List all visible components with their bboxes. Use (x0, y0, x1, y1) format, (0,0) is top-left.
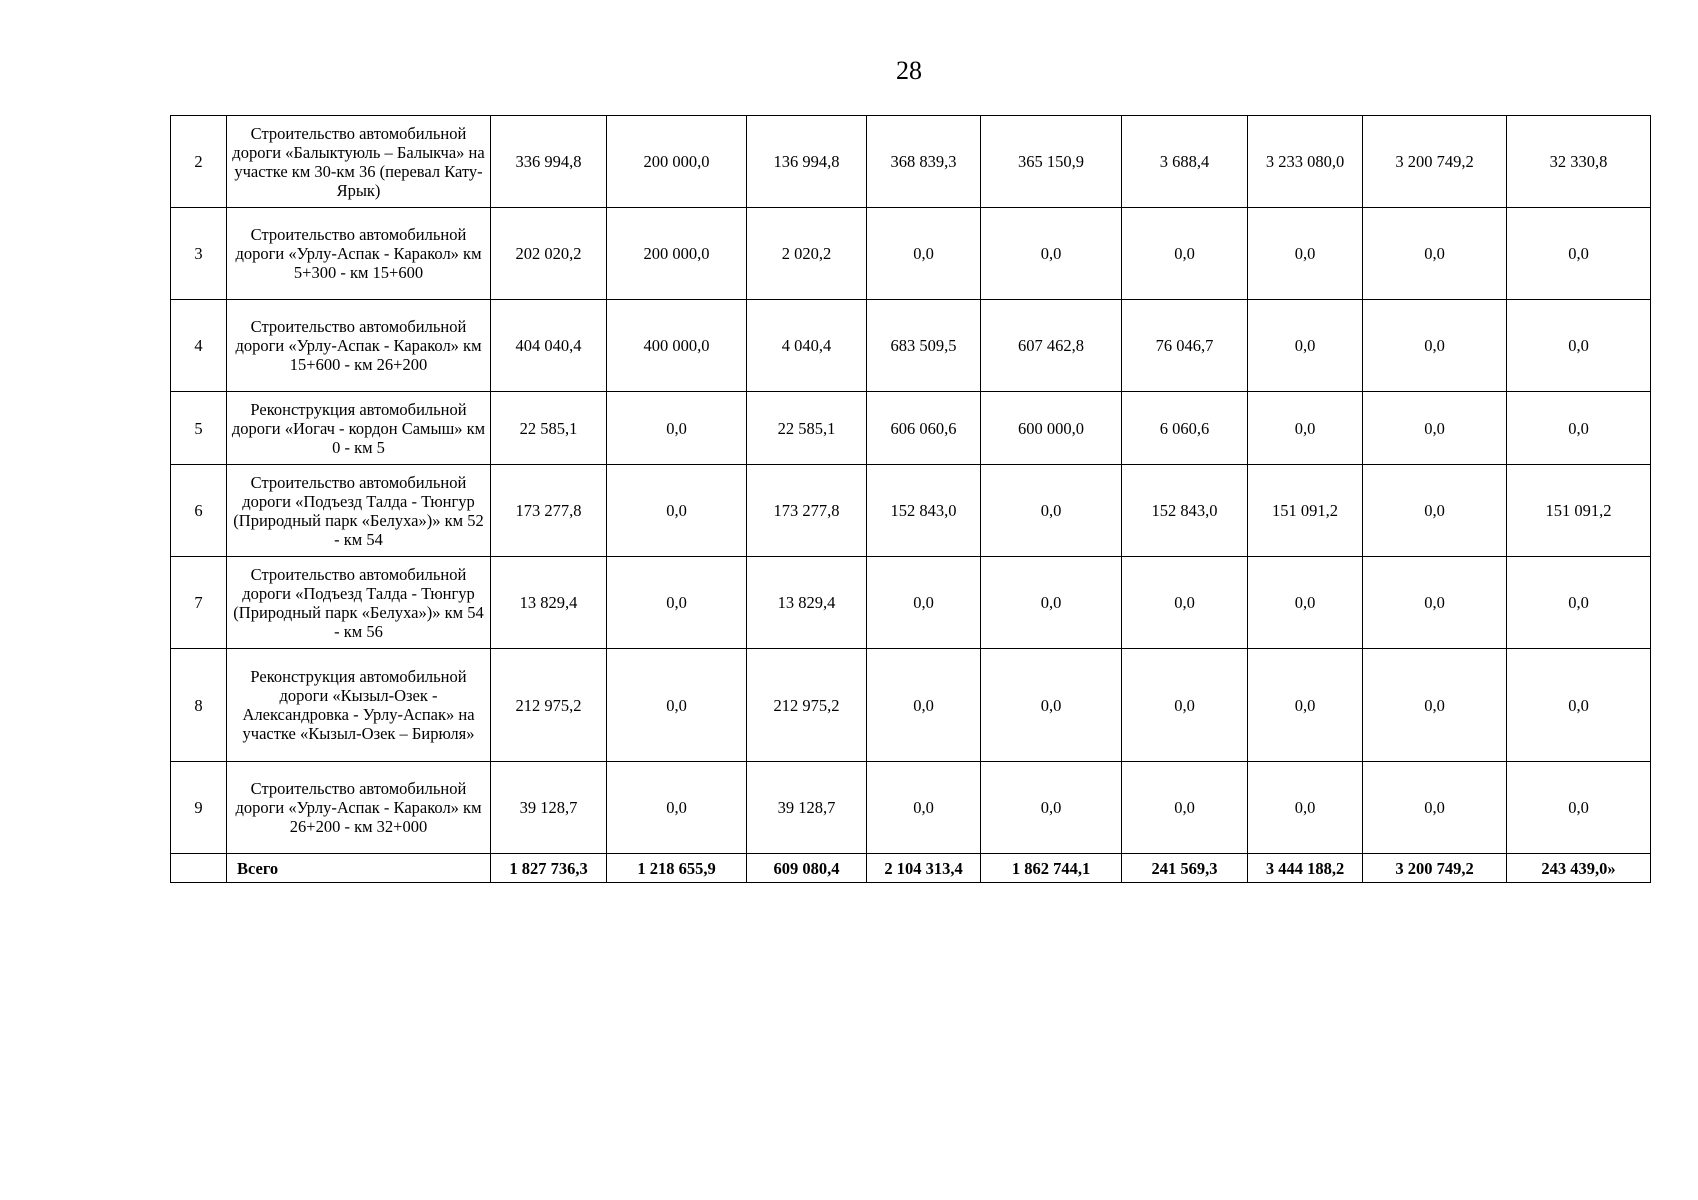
table-row (171, 300, 1651, 392)
value-cell: 400 000,0 (607, 300, 747, 392)
project-name: Строительство автомобильной дороги «Урлу-Аспак - Каракол» км 5+300 - км 15+600 (227, 208, 491, 300)
total-cell: 1 862 744,1 (981, 854, 1122, 883)
total-cell: 3 444 188,2 (1248, 854, 1363, 883)
value-cell: 0,0 (1507, 392, 1651, 465)
value-cell: 13 829,4 (491, 557, 607, 649)
total-cell: 3 200 749,2 (1363, 854, 1507, 883)
value-cell: 39 128,7 (747, 762, 867, 854)
row-number: 4 (171, 300, 227, 392)
row-number: 3 (171, 208, 227, 300)
value-cell: 0,0 (867, 208, 981, 300)
project-name: Реконструкция автомобильной дороги «Кызыл-Озек - Александровка - Урлу-Аспак» на участке «Кызыл-Озек – Бирюля» (227, 649, 491, 762)
value-cell: 0,0 (981, 465, 1122, 557)
value-cell: 6 060,6 (1122, 392, 1248, 465)
value-cell: 22 585,1 (747, 392, 867, 465)
value-cell: 0,0 (1122, 557, 1248, 649)
value-cell: 39 128,7 (491, 762, 607, 854)
value-cell: 0,0 (1122, 649, 1248, 762)
value-cell: 336 994,8 (491, 116, 607, 208)
table-row (171, 392, 1651, 465)
value-cell: 0,0 (867, 762, 981, 854)
row-number: 5 (171, 392, 227, 465)
value-cell: 0,0 (1248, 557, 1363, 649)
value-cell: 151 091,2 (1248, 465, 1363, 557)
table-row (171, 116, 1651, 208)
value-cell: 76 046,7 (1122, 300, 1248, 392)
total-cell: 609 080,4 (747, 854, 867, 883)
value-cell: 0,0 (1507, 208, 1651, 300)
table-row (171, 208, 1651, 300)
value-cell: 0,0 (1363, 649, 1507, 762)
value-cell: 0,0 (607, 557, 747, 649)
project-name: Строительство автомобильной дороги «Балыктуюль – Балыкча» на участке км 30-км 36 (перевал Кату-Ярык) (227, 116, 491, 208)
value-cell: 202 020,2 (491, 208, 607, 300)
total-cell: 1 827 736,3 (491, 854, 607, 883)
value-cell: 2 020,2 (747, 208, 867, 300)
value-cell: 0,0 (1507, 300, 1651, 392)
row-number: 2 (171, 116, 227, 208)
value-cell: 0,0 (1363, 208, 1507, 300)
total-cell: 243 439,0» (1507, 854, 1651, 883)
project-name: Строительство автомобильной дороги «Урлу-Аспак - Каракол» км 15+600 - км 26+200 (227, 300, 491, 392)
row-number-empty (171, 854, 227, 883)
value-cell: 152 843,0 (1122, 465, 1248, 557)
value-cell: 0,0 (607, 392, 747, 465)
value-cell: 404 040,4 (491, 300, 607, 392)
value-cell: 0,0 (1122, 762, 1248, 854)
value-cell: 173 277,8 (491, 465, 607, 557)
value-cell: 0,0 (981, 208, 1122, 300)
value-cell: 0,0 (981, 557, 1122, 649)
value-cell: 0,0 (1507, 649, 1651, 762)
value-cell: 0,0 (1363, 392, 1507, 465)
table-row (171, 762, 1651, 854)
table-row (171, 465, 1651, 557)
row-number: 6 (171, 465, 227, 557)
value-cell: 368 839,3 (867, 116, 981, 208)
total-label: Всего (227, 854, 491, 883)
value-cell: 4 040,4 (747, 300, 867, 392)
value-cell: 0,0 (1363, 557, 1507, 649)
value-cell: 0,0 (1122, 208, 1248, 300)
value-cell: 200 000,0 (607, 208, 747, 300)
budget-table (170, 115, 1651, 883)
value-cell: 0,0 (981, 649, 1122, 762)
table-row (171, 649, 1651, 762)
value-cell: 606 060,6 (867, 392, 981, 465)
value-cell: 0,0 (1363, 762, 1507, 854)
value-cell: 0,0 (981, 762, 1122, 854)
table-row (171, 557, 1651, 649)
project-name: Строительство автомобильной дороги «Подъезд Талда - Тюнгур (Природный парк «Белуха»)» км 52 - км 54 (227, 465, 491, 557)
value-cell: 173 277,8 (747, 465, 867, 557)
value-cell: 0,0 (1248, 392, 1363, 465)
value-cell: 683 509,5 (867, 300, 981, 392)
total-cell: 1 218 655,9 (607, 854, 747, 883)
value-cell: 0,0 (1248, 300, 1363, 392)
value-cell: 0,0 (1248, 649, 1363, 762)
value-cell: 600 000,0 (981, 392, 1122, 465)
total-row (171, 854, 1651, 883)
value-cell: 0,0 (607, 465, 747, 557)
value-cell: 0,0 (1248, 762, 1363, 854)
value-cell: 0,0 (1248, 208, 1363, 300)
total-cell: 241 569,3 (1122, 854, 1248, 883)
value-cell: 3 200 749,2 (1363, 116, 1507, 208)
value-cell: 3 688,4 (1122, 116, 1248, 208)
value-cell: 607 462,8 (981, 300, 1122, 392)
total-cell: 2 104 313,4 (867, 854, 981, 883)
value-cell: 0,0 (1507, 557, 1651, 649)
value-cell: 32 330,8 (1507, 116, 1651, 208)
value-cell: 22 585,1 (491, 392, 607, 465)
project-name: Строительство автомобильной дороги «Подъезд Талда - Тюнгур (Природный парк «Белуха»)» км 54 - км 56 (227, 557, 491, 649)
value-cell: 200 000,0 (607, 116, 747, 208)
row-number: 7 (171, 557, 227, 649)
value-cell: 0,0 (867, 557, 981, 649)
value-cell: 0,0 (607, 762, 747, 854)
value-cell: 0,0 (1363, 300, 1507, 392)
value-cell: 151 091,2 (1507, 465, 1651, 557)
value-cell: 0,0 (1507, 762, 1651, 854)
value-cell: 13 829,4 (747, 557, 867, 649)
value-cell: 3 233 080,0 (1248, 116, 1363, 208)
value-cell: 0,0 (607, 649, 747, 762)
project-name: Строительство автомобильной дороги «Урлу-Аспак - Каракол» км 26+200 - км 32+000 (227, 762, 491, 854)
value-cell: 0,0 (867, 649, 981, 762)
value-cell: 212 975,2 (747, 649, 867, 762)
page-number: 28 (896, 56, 922, 85)
value-cell: 365 150,9 (981, 116, 1122, 208)
value-cell: 152 843,0 (867, 465, 981, 557)
value-cell: 0,0 (1363, 465, 1507, 557)
value-cell: 136 994,8 (747, 116, 867, 208)
project-name: Реконструкция автомобильной дороги «Иогач - кордон Самыш» км 0 - км 5 (227, 392, 491, 465)
row-number: 9 (171, 762, 227, 854)
row-number: 8 (171, 649, 227, 762)
value-cell: 212 975,2 (491, 649, 607, 762)
